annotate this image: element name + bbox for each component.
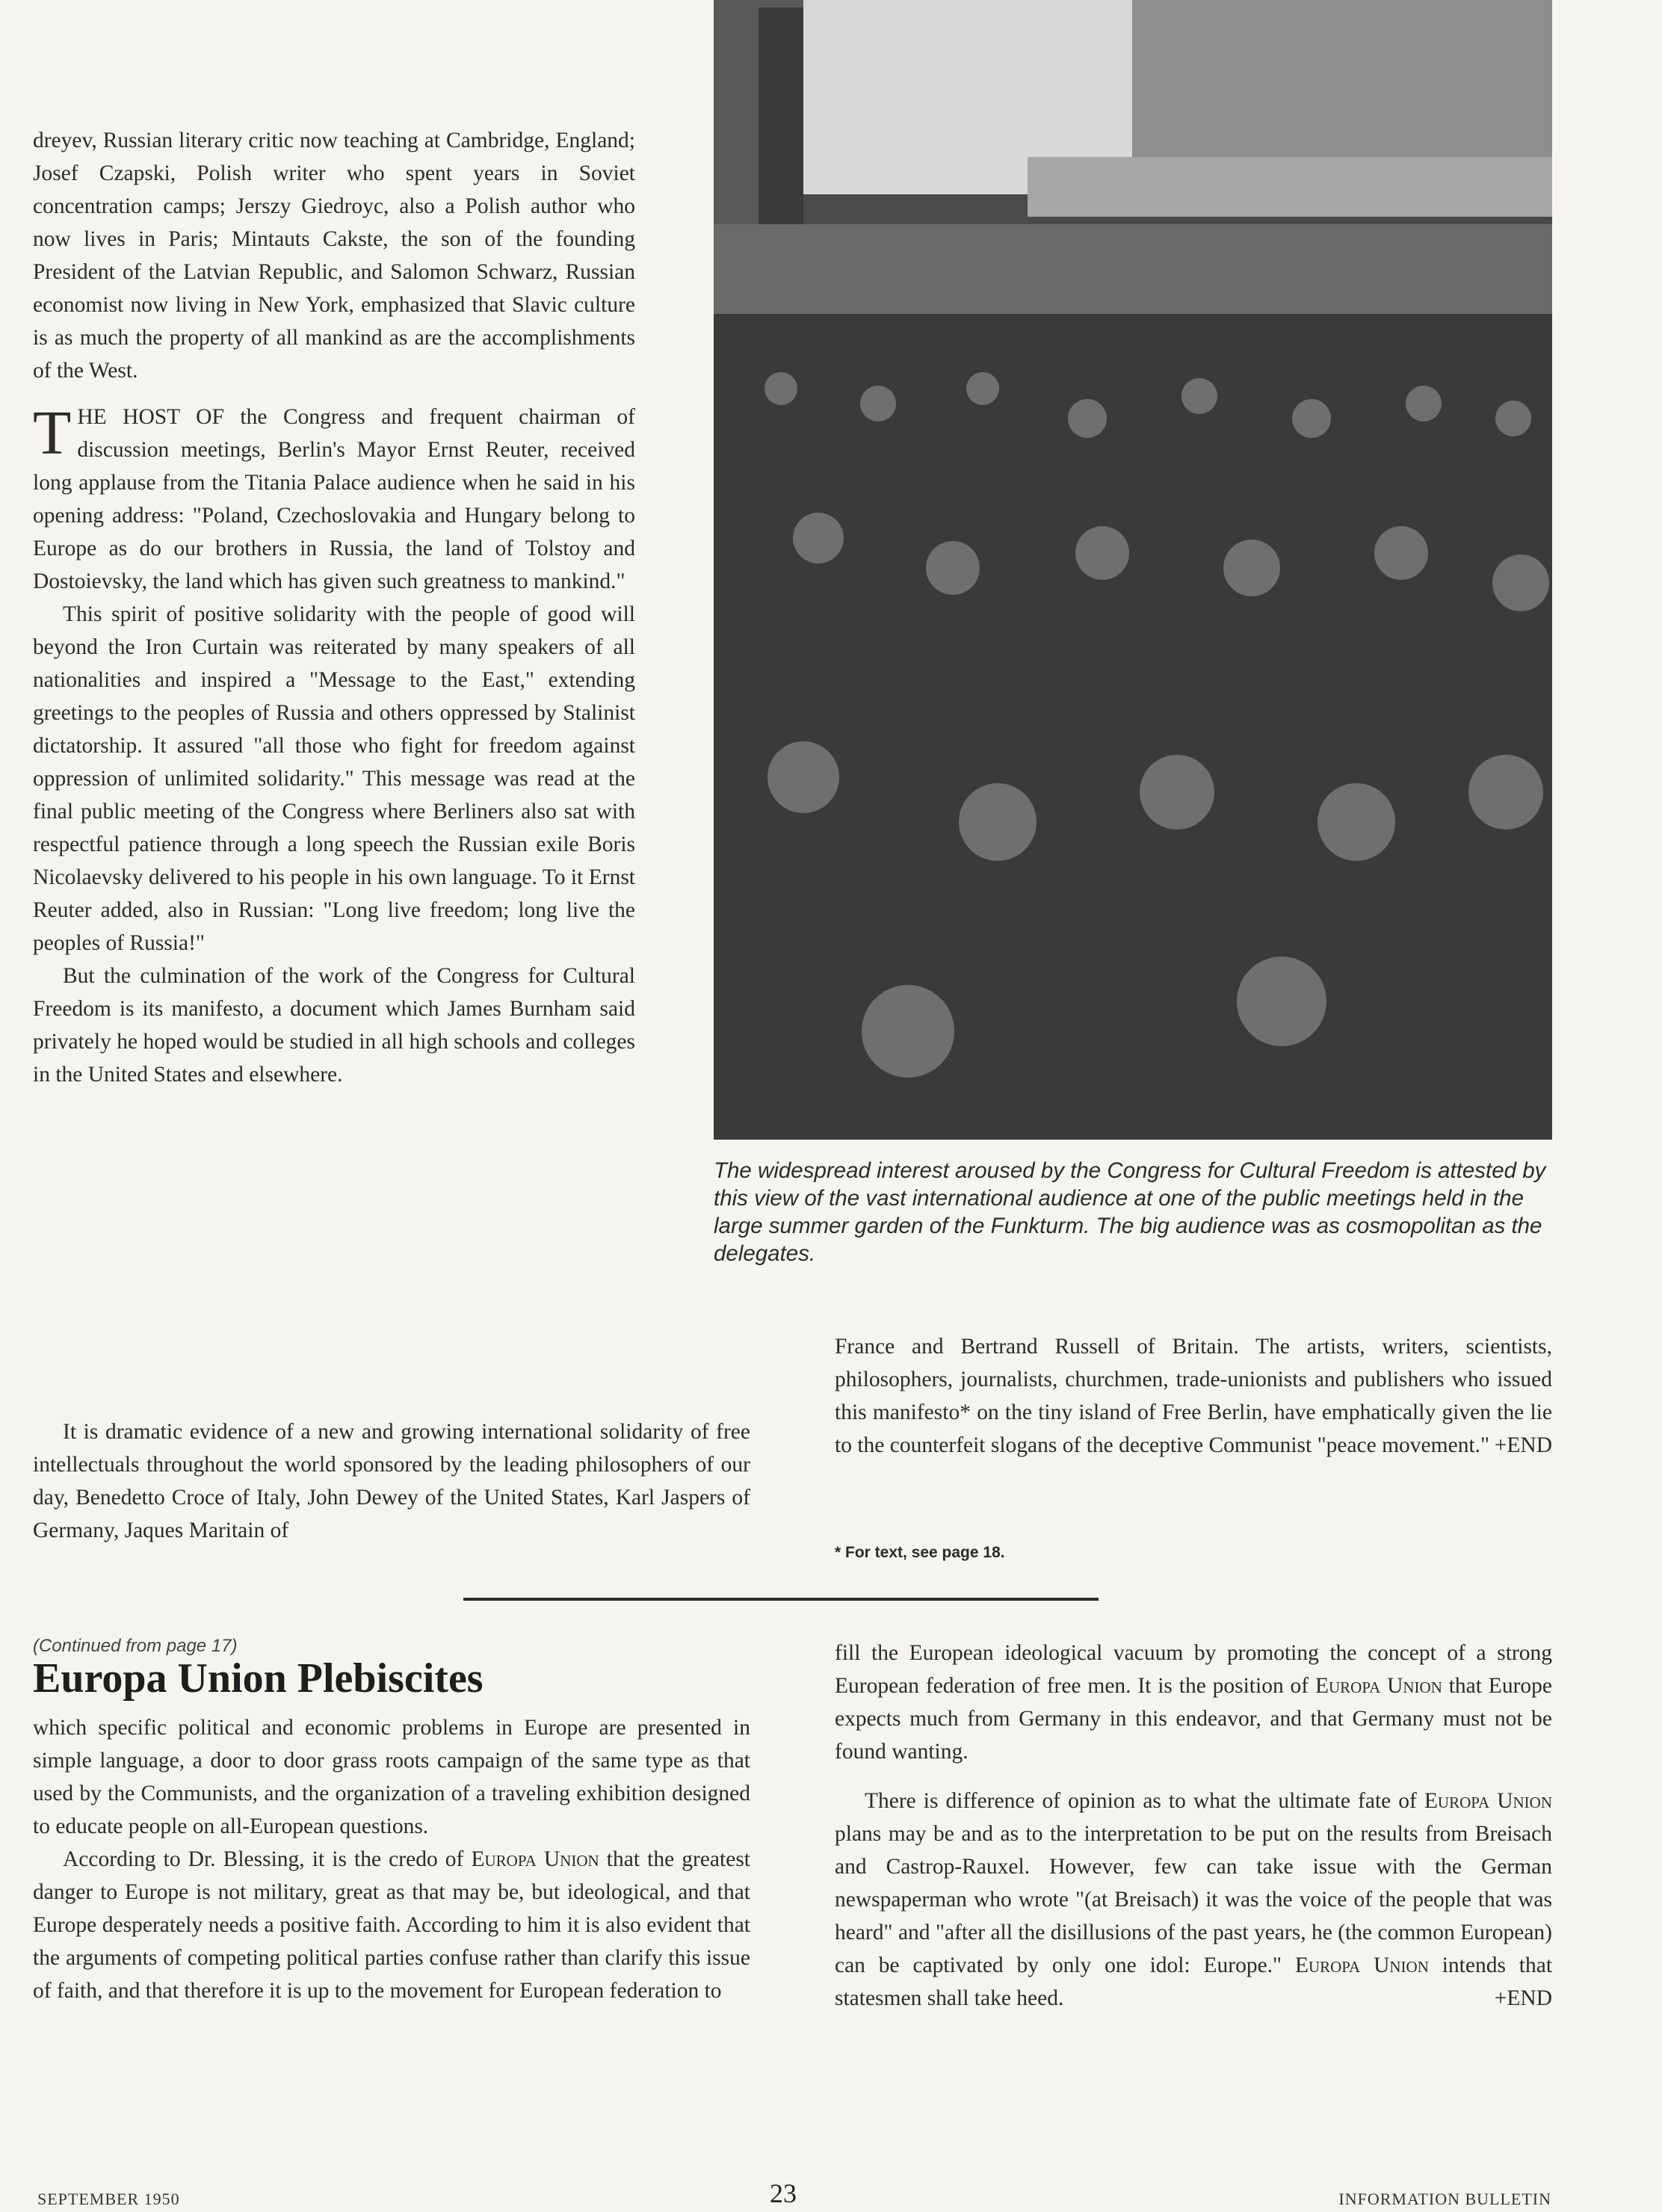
paragraph: This spirit of positive solidarity with the people of good will beyond the Iron Curtain was reiterated by many speakers of all nationalities and inspired a "Message to the East," extending greetings to the peoples of Russia and others oppressed by Stalinist dictatorship. It assured "all those who fight for freedom against oppression of unlimited solidarity." This message was read at the final public meeting of the Congress where Berliners also sat with respectful patience through a long speech the Russian exile Boris Nicolaevsky delivered to his people in his own language. To it Ernst Reuter added, also in Russian: "Long live freedom; long live the peoples of Russia!" (33, 602, 635, 955)
article1-wide-block (33, 1415, 750, 1547)
drop-cap: T (33, 398, 72, 468)
paragraph: fill the European ideological vacuum by promoting the concept of a strong European federation of free men. It is the position of Europa Union that Europe expects much from Germany in this endeavor, and that Germany must not be found wanting. (835, 1641, 1552, 1764)
paragraph: There is difference of opinion as to what the ultimate fate of Europa Union plans may be and as to the interpretation to be put on the results from Breisach and Castrop-Rauxel. However, few can take issue with the German newspaperman who wrote "(at Breisach) it was the voice of the people that was heard" and "after all the disillusions of the past years, he (the common European) can be captivated by only one idol: Europe." Europa Union intends that statesmen shall take heed. +END (835, 1785, 1552, 2015)
article-headline: Europa Union Plebiscites (33, 1655, 484, 1702)
paragraph: It is dramatic evidence of a new and growing international solidarity of free intellectuals throughout the world sponsored by the leading philosophers of our day, Benedetto Croce of Italy, John Dewey of the United States, Karl Jaspers of Germany, Jaques Maritain of (33, 1420, 750, 1542)
photo-caption: The widespread interest aroused by the Congress for Cultural Freedom is attested by this view of the vast international audience at one of the public meetings held in the large summer garden of the Funkturm. The big audience was as cosmopolitan as the delegates. (714, 1158, 1546, 1266)
crowd-photo-image (714, 0, 1552, 1140)
paragraph: According to Dr. Blessing, it is the credo of Europa Union that the greatest danger to Europe is not military, great as that may be, but ideological, and that Europe desperately needs a positive faith. According to him it is also evident that the arguments of competing political parties confuse rather than clarify this issue of faith, and that therefore it is up to the movement for European federation to (33, 1847, 750, 2003)
article1-left-column (33, 124, 635, 1091)
paragraph: which specific political and economic problems in Europe are presented in simple language, a door to door grass roots campaign of the same type as that used by the Communists, and the organization of a traveling exhibition designed to educate people on all-European questions. (33, 1716, 750, 1838)
page-number: 23 (770, 2178, 797, 2208)
article2-left-column (33, 1711, 750, 2007)
end-mark: +END (1494, 1986, 1552, 2010)
continued-note: (Continued from page 17) (33, 1636, 238, 1656)
crowd-photo (714, 0, 1552, 1140)
footnote: * For text, see page 18. (835, 1544, 1005, 1561)
paragraph: France and Bertrand Russell of Britain. The artists, writers, scientists, philosophers, journalists, churchmen, trade-unionists and publishers who issued this manifesto* on the tiny island of Free Berlin, have emphatically given the lie to the counterfeit slogans of the deceptive Communist "peace movement." +END (835, 1330, 1552, 1462)
paragraph: But the culmination of the work of the Congress for Cultural Freedom is its manifesto, a document which James Burnham said privately he hoped would be studied in all high schools and colleges in the United States and elsewhere. (33, 964, 635, 1087)
article2-right-column (835, 1637, 1552, 2015)
paragraph: dreyev, Russian literary critic now teaching at Cambridge, England; Josef Czapski, Polish writer who spent years in Soviet concentration camps; Jerszy Giedroyc, also a Polish author who now lives in Paris; Mintauts Cakste, the son of the founding President of the Latvian Republic, and Salomon Schwarz, Russian economist now living in New York, emphasized that Slavic culture is as much the property of all mankind as are the accomplishments of the West. (33, 129, 635, 383)
paragraph-dropcap: THE HOST OF the Congress and frequent chairman of discussion meetings, Berlin's Mayor Ernst Reuter, received long applause from the Titania Palace audience when he said in his opening address: "Poland, Czechoslovakia and Hungary belong to Europe as do our brothers in Russia, the land of Tolstoy and Dostoievsky, the land which has given such greatness to mankind." (33, 398, 635, 593)
footer-date: SEPTEMBER 1950 (37, 2190, 180, 2208)
end-mark: +END (1494, 1433, 1552, 1457)
article1-right-column (835, 1330, 1552, 1462)
footer-publication: INFORMATION BULLETIN (1338, 2190, 1551, 2208)
divider-rule (463, 1598, 1099, 1601)
